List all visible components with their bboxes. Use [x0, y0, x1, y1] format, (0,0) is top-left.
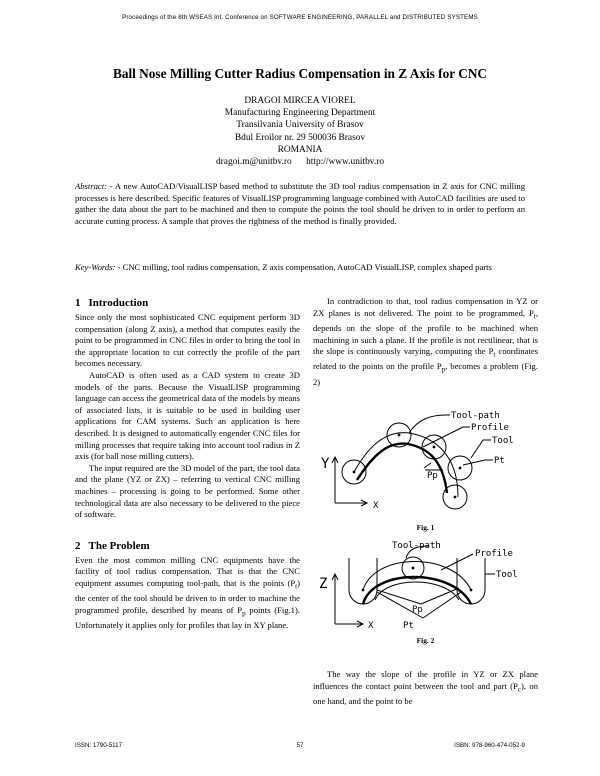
footer-isbn: ISBN: 978-960-474-052-9	[454, 742, 525, 749]
section-title-problem	[75, 539, 300, 553]
section-title-text: The Problem	[88, 539, 150, 552]
abstract-text: - A new AutoCAD/VisualLISP based method to substitute the 3D tool radius compensation in Z axis for CNC milling processes is here described. Specific features of VisualLISP programming language combined with AutoCAD facilities are used to gather the data about the part to be machined and then to compute the points the tool should be driven to in order to perform an accurate cutting process. A sample that proves the rightness of the method is finally provided.	[75, 181, 525, 226]
fig1-label-pp: Pp	[427, 471, 438, 481]
section-number: 1	[75, 297, 81, 309]
fig2-tool-left	[349, 558, 377, 604]
keywords	[75, 262, 525, 274]
left-column	[75, 296, 300, 632]
footer-page-number: 57	[296, 742, 304, 749]
running-header: Proceedings of the 8th WSEAS Int. Conference on SOFTWARE ENGINEERING, PARALLEL and DISTRIBUTED SYSTEMS	[122, 14, 478, 21]
fig2-leader-pp-left	[377, 590, 421, 604]
fig1-label-tool: Tool	[492, 436, 514, 446]
fig2-label-x: X	[368, 621, 374, 631]
figure-2-drawing	[313, 538, 538, 636]
fig1-leader-profile	[423, 427, 463, 447]
intro-paragraph-3: The input required are the 3D model of the part, the tool data and the plane (YZ or ZX) – referring to vertical CNC milling machines – processing is going to be performed. Some other technological data are also necessary to be delivered to the piece of software.	[75, 462, 300, 520]
author-website[interactable]: http://www.unitbv.ro	[306, 157, 385, 168]
fig2-inner-arc	[375, 582, 459, 600]
fig1-leader-tool	[471, 440, 483, 458]
figure-2-caption: Fig. 2	[416, 636, 435, 645]
fig1-label-y: Y	[321, 456, 330, 472]
footer-issn: ISSN: 1790-5117	[75, 742, 123, 749]
abstract	[75, 181, 525, 227]
fig1-label-x: X	[373, 501, 379, 511]
fig2-label-tool: Tool	[496, 570, 518, 580]
author-block	[0, 95, 600, 168]
fig1-label-toolpath: Tool-path	[451, 411, 500, 421]
keywords-label: Key-Words:	[75, 262, 116, 272]
author-contact	[0, 156, 600, 168]
right-paragraph-2: The way the slope of the profile in YZ or ZX plane influences the contact point between the tool and part $(P_c)$, on one hand, and the point to be	[313, 669, 538, 706]
fig2-tool-right	[457, 558, 485, 604]
fig2-label-pt: Pt	[403, 621, 414, 631]
author-name: DRAGOI MIRCEA VIOREL	[244, 96, 356, 106]
fig2-label-profile: Profile	[475, 549, 513, 559]
fig1-leader-pt	[463, 460, 485, 465]
fig1-leader-toolpath	[409, 415, 446, 433]
section-title-text: Introduction	[88, 297, 149, 309]
fig1-label-profile: Profile	[471, 423, 509, 433]
fig1-leader-pp	[424, 463, 431, 468]
intro-paragraph-1: Since only the most sophisticated CNC equipment perform 3D compensation (along Z axis), a method that computes easily the point to be programmed in CNC files in order to bring the tool in the appropriate location to cut correctly the profile of the part becomes necessary.	[75, 312, 300, 369]
abstract-label: Abstract:	[75, 181, 107, 191]
intro-paragraph-2: AutoCAD is often used as a CAD system to create 3D models of the parts. Because the VisualLISP programming language can access the geometrical data of the models by means of associated lists, it is suitable to be used in building user applications for CAM systems. Such an application is here described. It is designed to automatically engender CNC files for milling processes that require taking into account tool radius in Z axis (for ball nose milling cutters).	[75, 369, 300, 462]
affiliation-university: Transilvania University of Brasov	[236, 120, 364, 131]
right-paragraph-1: In contradiction to that, tool radius compensation in YZ or ZX planes is not delivered. The point to be programmed, $P_t$, depends on the slope of the profile to be machined when machining in such a plane. If the profile is not rectilinear, that is the slope is continuously varying, computing the $P_t$ coordinates related to the points on the profile $P_p$, becomes a problem (Fig. 2)	[313, 296, 538, 387]
figure-1-caption: Fig. 1	[416, 523, 435, 532]
affiliation-department: Manufacturing Engineering Department	[224, 108, 376, 119]
right-column-lower	[313, 669, 538, 708]
section-number: 2	[75, 539, 81, 552]
fig1-profile-curve	[357, 444, 447, 493]
figure-2	[313, 538, 538, 645]
problem-paragraph-1: Even the most common milling CNC equipments have the facility of tool radius compensation. That is that the CNC equipment assumes computing tool-path, that is the points $(P_t)$ the center of the tool should be driven to in order to machine the programmed profile, described by means of $P_p$ points (Fig.1). Unfortunately it applies only for profiles that lay in XY plane.	[75, 554, 300, 631]
fig2-label-pp: Pp	[412, 605, 423, 615]
fig1-label-pt: Pt	[494, 456, 505, 466]
affiliation-country: ROMANIA	[277, 144, 323, 155]
fig1-toolpath-curve	[354, 433, 458, 497]
affiliation-address: Bdul Eroilor nr. 29 500036 Brasov	[234, 132, 366, 143]
fig2-leader-pt-right	[423, 592, 461, 618]
right-column	[313, 296, 538, 388]
paper-title: Ball Nose Milling Cutter Radius Compensation in Z Axis for CNC	[112, 66, 488, 81]
figure-1-drawing	[313, 405, 538, 523]
fig2-label-z: Z	[319, 576, 328, 592]
section-title-introduction	[75, 296, 300, 310]
figure-1	[313, 405, 538, 532]
keywords-text: - CNC milling, tool radius compensation, Z axis compensation, AutoCAD VisualLISP, complex shaped parts	[117, 262, 492, 272]
fig2-leader-pp-right	[421, 588, 459, 604]
fig2-label-toolpath: Tool-path	[392, 541, 441, 551]
author-email[interactable]: dragoi.m@unitbv.ro	[215, 157, 292, 168]
